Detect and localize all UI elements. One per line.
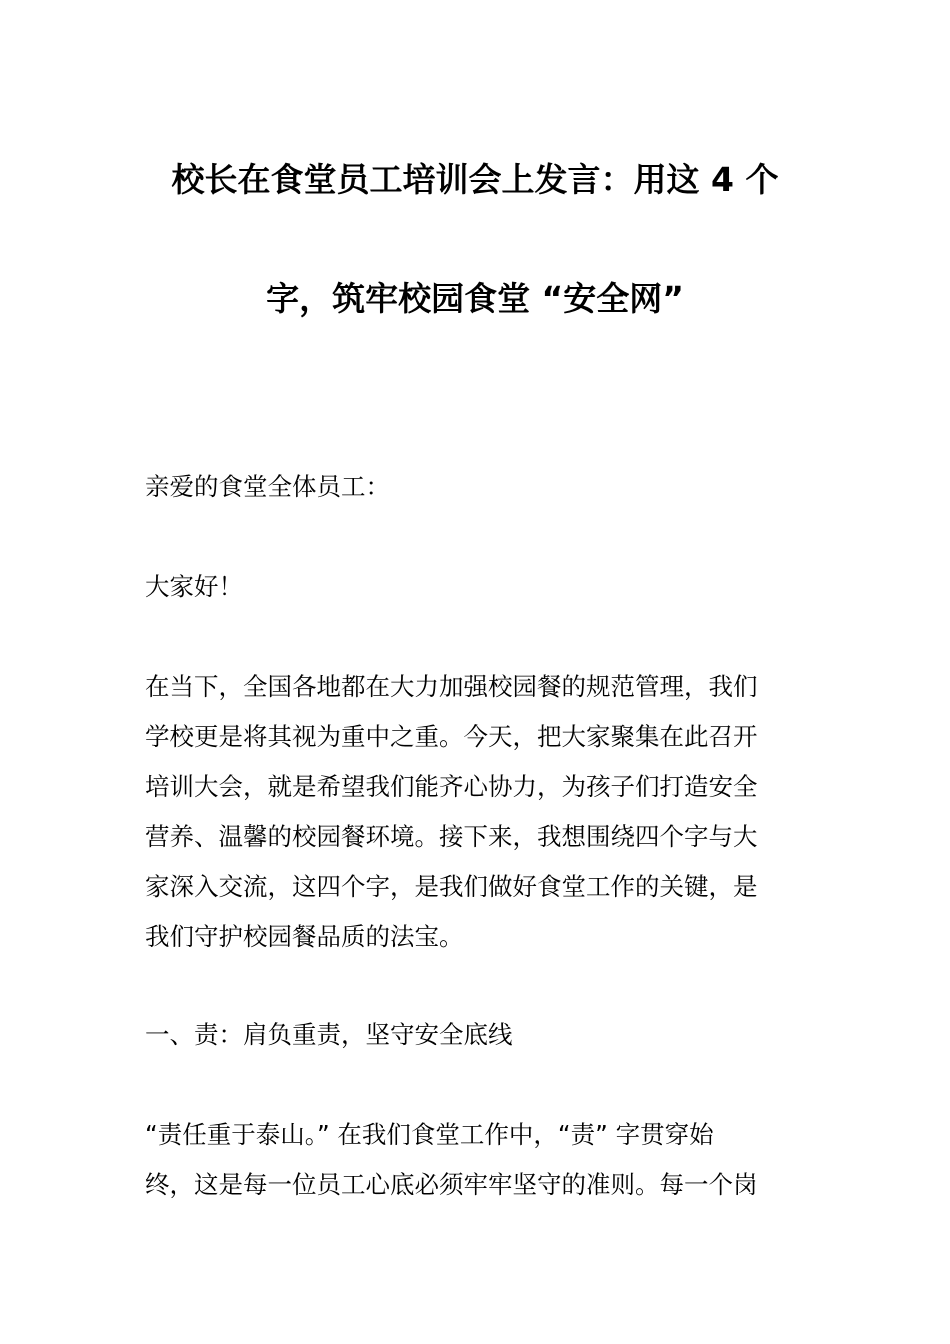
document-title-line-2: 字，筑牢校园食堂 “安全网” bbox=[266, 279, 684, 318]
paragraph-line: “责任重于泰山。” 在我们食堂工作中，“责” 字贯穿始 bbox=[145, 1120, 714, 1149]
section-1-paragraph bbox=[145, 1110, 810, 1210]
greeting bbox=[145, 562, 810, 612]
paragraph-line: 学校更是将其视为重中之重。今天，把大家聚集在此召开 bbox=[145, 722, 758, 751]
salutation-text: 亲爱的食堂全体员工： bbox=[145, 472, 390, 501]
intro-paragraph bbox=[145, 662, 810, 962]
salutation bbox=[145, 462, 810, 512]
document-title-line-1: 校长在食堂员工培训会上发言：用这 4 个 bbox=[171, 160, 779, 199]
paragraph-line: 终，这是每一位员工心底必须牢牢坚守的准则。每一个岗 bbox=[145, 1170, 758, 1199]
paragraph-line: 家深入交流，这四个字，是我们做好食堂工作的关键，是 bbox=[145, 872, 758, 901]
section-heading-text: 一、责：肩负重责，坚守安全底线 bbox=[145, 1020, 513, 1049]
greeting-text: 大家好！ bbox=[145, 572, 243, 601]
section-1-heading bbox=[145, 1010, 810, 1060]
paragraph-line: 营养、温馨的校园餐环境。接下来，我想围绕四个字与大 bbox=[145, 822, 758, 851]
paragraph-line: 在当下，全国各地都在大力加强校园餐的规范管理，我们 bbox=[145, 672, 758, 701]
paragraph-line: 我们守护校园餐品质的法宝。 bbox=[145, 922, 464, 951]
paragraph-line: 培训大会，就是希望我们能齐心协力，为孩子们打造安全 bbox=[145, 772, 758, 801]
